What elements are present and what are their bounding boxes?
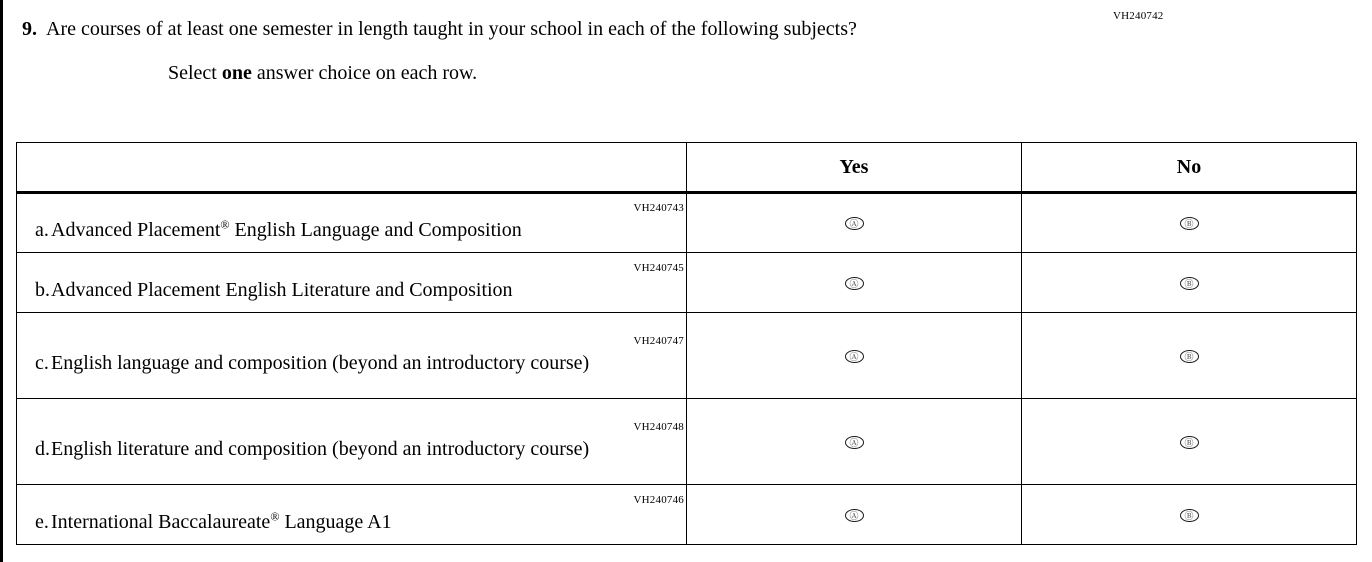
- row-label-e-pre: International Baccalaureate: [51, 510, 271, 533]
- matrix-header-row: [17, 143, 1357, 193]
- table-row: [17, 193, 1357, 253]
- instruction-emphasis: one: [221, 62, 252, 84]
- row-letter-e: e.: [35, 510, 49, 533]
- row-label-c: English language and composition (beyond an introductory course): [51, 351, 590, 374]
- radio-bubble-c-yes[interactable]: Ⓐ: [845, 350, 864, 363]
- row-letter-d: d.: [35, 437, 50, 460]
- row-stem-text-a: [17, 217, 686, 244]
- option-cell-e-yes[interactable]: [687, 485, 1022, 545]
- row-stem-text-c: [17, 350, 686, 377]
- row-label-a-post: English Language and Composition: [229, 219, 522, 241]
- row-stem-e: [17, 485, 687, 545]
- option-cell-c-no[interactable]: [1022, 313, 1357, 399]
- row-label-a-pre: Advanced Placement: [51, 219, 221, 241]
- radio-bubble-c-no[interactable]: Ⓑ: [1180, 350, 1199, 363]
- option-cell-b-no[interactable]: [1022, 253, 1357, 313]
- radio-bubble-b-no[interactable]: Ⓑ: [1180, 277, 1199, 290]
- registered-trademark-icon: ®: [220, 217, 230, 232]
- row-label-e-post: Language A1: [279, 510, 392, 533]
- option-cell-a-no[interactable]: [1022, 193, 1357, 253]
- radio-bubble-d-no[interactable]: Ⓑ: [1180, 436, 1199, 449]
- option-cell-c-yes[interactable]: [687, 313, 1022, 399]
- row-item-code-d: VH240748: [633, 420, 684, 433]
- row-item-code-b: VH240745: [633, 261, 684, 274]
- table-row: [17, 313, 1357, 399]
- column-header-yes: Yes: [687, 143, 1022, 193]
- row-stem-text-b: [17, 277, 686, 304]
- question-block: [16, 16, 1356, 87]
- table-row: [17, 485, 1357, 545]
- table-row: [17, 253, 1357, 313]
- question-text: Are courses of at least one semester in length taught in your school in each of the following subjects?: [46, 18, 857, 40]
- question-instruction: [168, 60, 1356, 87]
- row-stem-c: [17, 313, 687, 399]
- row-label-d: English literature and composition (beyond an introductory course): [51, 437, 590, 460]
- radio-bubble-e-yes[interactable]: Ⓐ: [845, 509, 864, 522]
- radio-bubble-a-yes[interactable]: Ⓐ: [845, 217, 864, 230]
- row-label-e: [51, 509, 686, 536]
- row-label-b: Advanced Placement English Literature and Composition: [51, 278, 513, 301]
- answer-matrix: [16, 142, 1357, 545]
- radio-bubble-b-yes[interactable]: Ⓐ: [845, 277, 864, 290]
- column-header-no: No: [1022, 143, 1357, 193]
- matrix-body: [17, 193, 1357, 545]
- option-cell-e-no[interactable]: [1022, 485, 1357, 545]
- matrix-header: [17, 143, 1357, 193]
- row-letter-b: b.: [35, 278, 50, 301]
- row-item-code-a: VH240743: [633, 202, 684, 214]
- question-item-code: VH240742: [1113, 10, 1164, 22]
- row-label-a: [51, 217, 686, 244]
- instruction-text-before: Select: [168, 62, 222, 84]
- row-letter-a: a.: [35, 219, 49, 241]
- radio-bubble-e-no[interactable]: Ⓑ: [1180, 509, 1199, 522]
- table-row: [17, 399, 1357, 485]
- registered-trademark-icon: ®: [270, 508, 280, 523]
- row-stem-d: [17, 399, 687, 485]
- option-cell-d-yes[interactable]: [687, 399, 1022, 485]
- row-letter-c: c.: [35, 351, 49, 374]
- question-number: 9.: [22, 18, 37, 40]
- row-stem-text-e: [17, 509, 686, 536]
- instruction-text-after: answer choice on each row.: [251, 62, 478, 84]
- row-stem-b: [17, 253, 687, 313]
- radio-bubble-a-no[interactable]: Ⓑ: [1180, 217, 1199, 230]
- question-heading: [16, 16, 1356, 43]
- radio-bubble-d-yes[interactable]: Ⓐ: [845, 436, 864, 449]
- row-stem-a: [17, 193, 687, 253]
- option-cell-a-yes[interactable]: [687, 193, 1022, 253]
- row-item-code-e: VH240746: [633, 493, 684, 506]
- row-stem-text-d: [17, 436, 686, 463]
- option-cell-b-yes[interactable]: [687, 253, 1022, 313]
- matrix-stem-header: [17, 143, 687, 193]
- option-cell-d-no[interactable]: [1022, 399, 1357, 485]
- row-item-code-c: VH240747: [633, 334, 684, 347]
